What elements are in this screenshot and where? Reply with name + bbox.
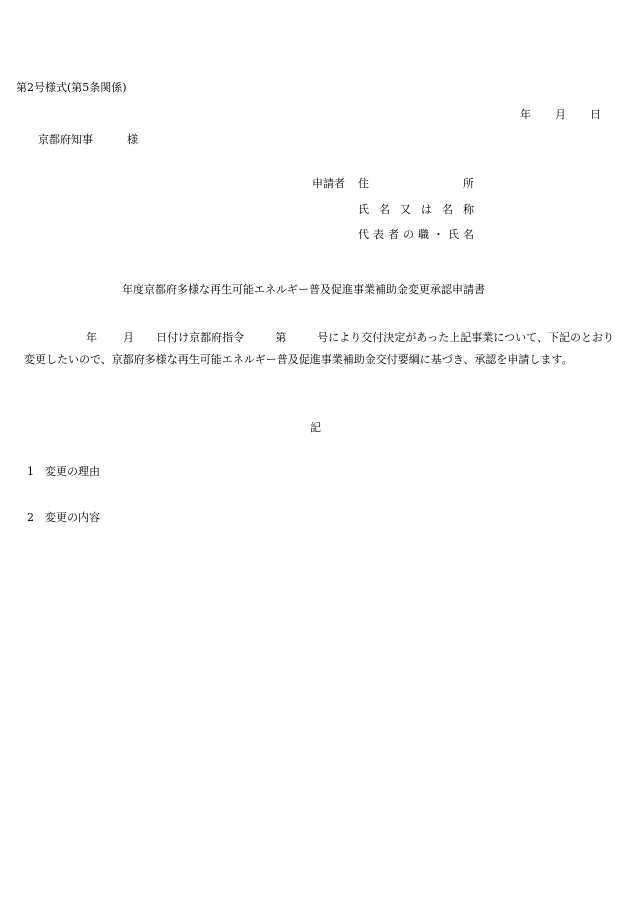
form-number: 第2号様式(第5条関係) (16, 81, 127, 94)
rep-label-char: ・ (433, 228, 444, 241)
list-item (27, 465, 100, 479)
addressee (38, 133, 138, 147)
rep-label-char: 氏 (448, 228, 459, 241)
name-label-char: 称 (463, 203, 474, 216)
name-label-char: 名 (442, 203, 453, 216)
rep-label-char: 者 (388, 228, 399, 241)
addressee-name: 京都府知事 (38, 133, 93, 146)
item-number: 2 (27, 511, 34, 524)
name-label-char: 名 (379, 203, 390, 216)
body-paragraph (24, 327, 614, 371)
date-day: 日 (590, 108, 601, 121)
applicant-representative-label (358, 228, 474, 242)
document-title: 年度京都府多様な再生可能エネルギー普及促進事業補助金変更承認申請書 (122, 283, 485, 296)
date-month: 月 (555, 108, 566, 121)
rep-label-char: 職 (418, 228, 429, 241)
item-label: 変更の内容 (45, 511, 100, 524)
name-label-char: は (421, 203, 432, 216)
body-number-prefix: 第 (275, 331, 287, 344)
address-char-1: 住 (358, 177, 369, 190)
addressee-honorific: 様 (127, 133, 138, 146)
rep-label-char: の (403, 228, 414, 241)
rep-label-char: 代 (358, 228, 369, 241)
date-line (520, 108, 601, 122)
body-year: 年 (86, 331, 98, 344)
rep-label-char: 名 (463, 228, 474, 241)
ki-heading: 記 (310, 421, 321, 434)
item-label: 変更の理由 (45, 465, 100, 478)
name-label-char: 又 (400, 203, 411, 216)
body-dated: 日付け京都府指令 (156, 331, 245, 344)
item-number: 1 (27, 465, 34, 478)
address-char-2: 所 (463, 177, 474, 190)
applicant-name-label (358, 203, 474, 217)
applicant-address-label (358, 177, 474, 191)
rep-label-char: 表 (373, 228, 384, 241)
list-item (27, 511, 100, 525)
body-rest: 号により交付決定があった上記事業について、下記のとおり変更したいので、京都府多様な再生可能エネルギー普及促進事業補助金交付要綱に基づき、承認を申請します。 (24, 331, 615, 366)
applicant-label: 申請者 (312, 177, 345, 190)
name-label-char: 氏 (358, 203, 369, 216)
body-month: 月 (123, 331, 135, 344)
date-year: 年 (520, 108, 531, 121)
